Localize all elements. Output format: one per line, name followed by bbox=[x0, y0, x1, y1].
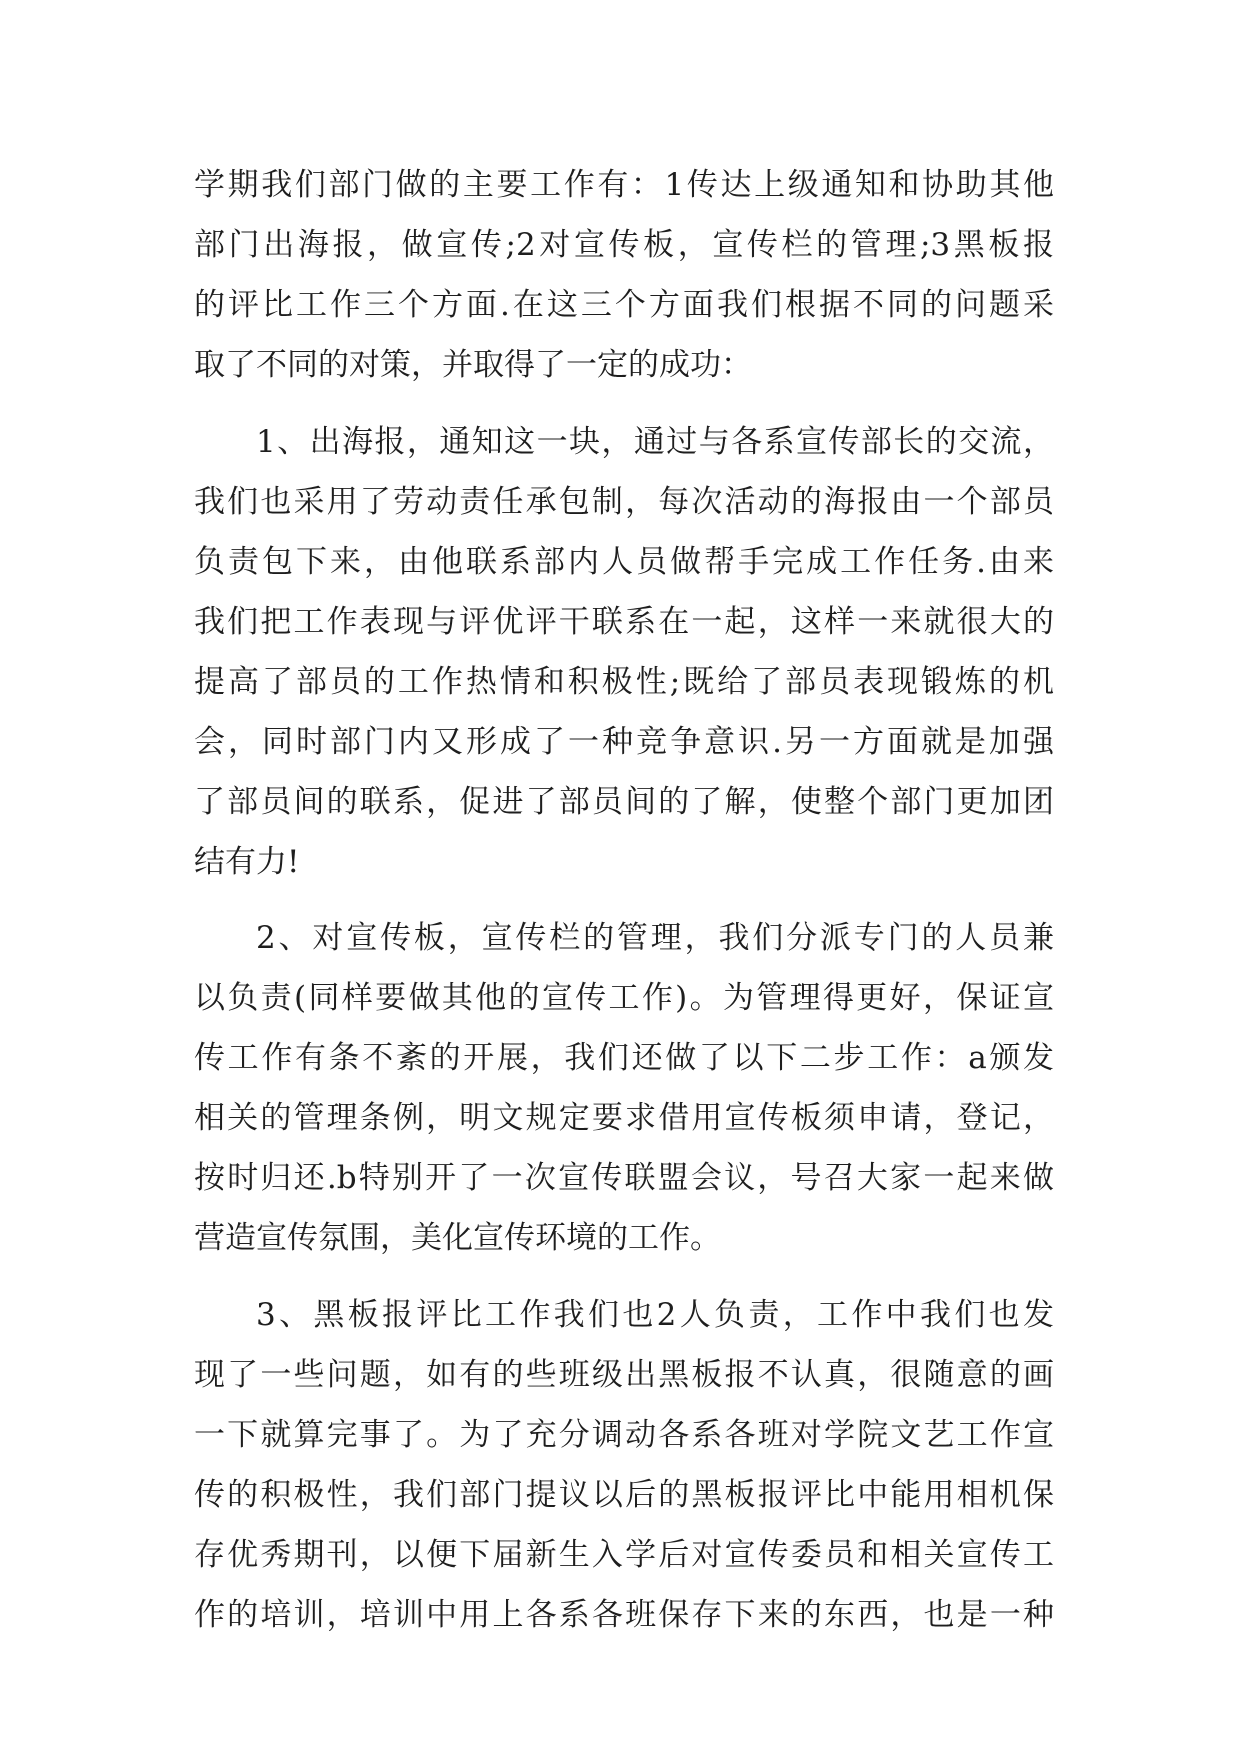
text-line: 我们把工作表现与评优评干联系在一起，这样一来就很大的 bbox=[194, 604, 1054, 640]
text-line: 结有力! bbox=[194, 844, 300, 880]
text-line: 提高了部员的工作热情和积极性;既给了部员表现锻炼的机 bbox=[194, 664, 1054, 700]
text-line: 学期我们部门做的主要工作有：1传达上级通知和协助其他 bbox=[194, 167, 1054, 203]
paragraph-1-first-line: 1、出海报，通知这一块，通过与各系宣传部长的交流， bbox=[256, 424, 1054, 460]
text-line: 传工作有条不紊的开展，我们还做了以下二步工作：a颁发 bbox=[194, 1040, 1054, 1076]
text-line: 我们也采用了劳动责任承包制，每次活动的海报由一个部员 bbox=[194, 484, 1054, 520]
text-line: 现了一些问题，如有的些班级出黑板报不认真，很随意的画 bbox=[194, 1357, 1054, 1393]
text-line: 传的积极性，我们部门提议以后的黑板报评比中能用相机保 bbox=[194, 1477, 1054, 1513]
text-line: 负责包下来，由他联系部内人员做帮手完成工作任务.由来 bbox=[194, 544, 1054, 580]
text-line: 了部员间的联系，促进了部员间的了解，使整个部门更加团 bbox=[194, 784, 1054, 820]
paragraph-3-first-line: 3、黑板报评比工作我们也2人负责，工作中我们也发 bbox=[256, 1297, 1054, 1333]
text-line: 存优秀期刊，以便下届新生入学后对宣传委员和相关宣传工 bbox=[194, 1537, 1054, 1573]
text-line: 营造宣传氛围，美化宣传环境的工作。 bbox=[194, 1220, 721, 1256]
text-line: 相关的管理条例，明文规定要求借用宣传板须申请，登记， bbox=[194, 1100, 1054, 1136]
text-line: 以负责(同样要做其他的宣传工作)。为管理得更好，保证宣 bbox=[194, 980, 1054, 1016]
text-line: 取了不同的对策，并取得了一定的成功： bbox=[194, 347, 752, 383]
document-body bbox=[194, 0, 1054, 1754]
text-line: 按时归还.b特别开了一次宣传联盟会议，号召大家一起来做 bbox=[194, 1160, 1054, 1196]
text-line: 会，同时部门内又形成了一种竞争意识.另一方面就是加强 bbox=[194, 724, 1054, 760]
paragraph-2-first-line: 2、对宣传板，宣传栏的管理，我们分派专门的人员兼 bbox=[256, 920, 1054, 956]
text-line: 的评比工作三个方面.在这三个方面我们根据不同的问题采 bbox=[194, 287, 1054, 323]
text-line: 一下就算完事了。为了充分调动各系各班对学院文艺工作宣 bbox=[194, 1417, 1054, 1453]
text-line: 作的培训，培训中用上各系各班保存下来的东西，也是一种 bbox=[194, 1597, 1054, 1633]
text-line: 部门出海报，做宣传;2对宣传板，宣传栏的管理;3黑板报 bbox=[194, 227, 1054, 263]
